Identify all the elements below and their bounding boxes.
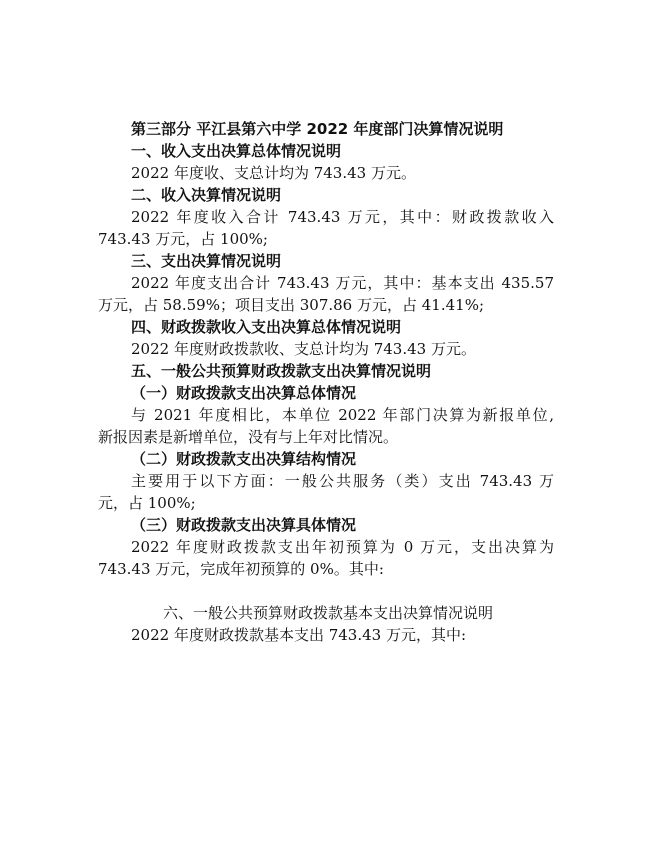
section-5-sub-1-text-line-2: 新报因素是新增单位，没有与上年对比情况。: [98, 428, 399, 446]
section-5-heading: 五、一般公共预算财政拨款支出决算情况说明: [131, 362, 432, 380]
section-5-sub-2-heading: （二）财政拨款支出决算结构情况: [131, 450, 357, 468]
section-5-sub-3-heading: （三）财政拨款支出决算具体情况: [131, 516, 357, 534]
section-6-text: 2022 年度财政拨款基本支出 743.43 万元，其中:: [131, 626, 467, 644]
section-1-text: 2022 年度收、支总计均为 743.43 万元。: [131, 164, 416, 182]
section-1-heading: 一、收入支出决算总体情况说明: [131, 142, 342, 160]
section-2-heading: 二、收入决算情况说明: [131, 186, 282, 204]
section-3-text-line-1: 2022 年度支出合计 743.43 万元，其中：基本支出 435.57: [131, 274, 554, 292]
section-5-sub-3-text-line-1: 2022 年度财政拨款支出年初预算为 0 万元，支出决算为: [131, 538, 554, 556]
section-3-text-line-2: 万元，占 58.59%；项目支出 307.86 万元，占 41.41%;: [98, 296, 485, 314]
section-5-sub-2-text-line-2: 元，占 100%;: [98, 494, 196, 512]
section-5-sub-1-heading: （一）财政拨款支出决算总体情况: [131, 384, 357, 402]
section-3-heading: 三、支出决算情况说明: [131, 252, 282, 270]
section-2-text-line-1: 2022 年度收入合计 743.43 万元，其中：财政拨款收入: [131, 208, 554, 226]
section-4-text: 2022 年度财政拨款收、支总计均为 743.43 万元。: [131, 340, 476, 358]
document-title: 第三部分 平江县第六中学 2022 年度部门决算情况说明: [131, 120, 504, 138]
section-5-sub-3-text-line-2: 743.43 万元，完成年初预算的 0%。其中:: [98, 560, 384, 578]
section-2-text-line-2: 743.43 万元，占 100%;: [98, 230, 268, 248]
section-5-sub-2-text-line-1: 主要用于以下方面：一般公共服务（类）支出 743.43 万: [131, 472, 554, 490]
section-4-heading: 四、财政拨款收入支出决算总体情况说明: [131, 318, 402, 336]
section-6-heading: 六、一般公共预算财政拨款基本支出决算情况说明: [163, 604, 494, 622]
section-5-sub-1-text-line-1: 与 2021 年度相比，本单位 2022 年部门决算为新报单位,: [131, 406, 554, 424]
